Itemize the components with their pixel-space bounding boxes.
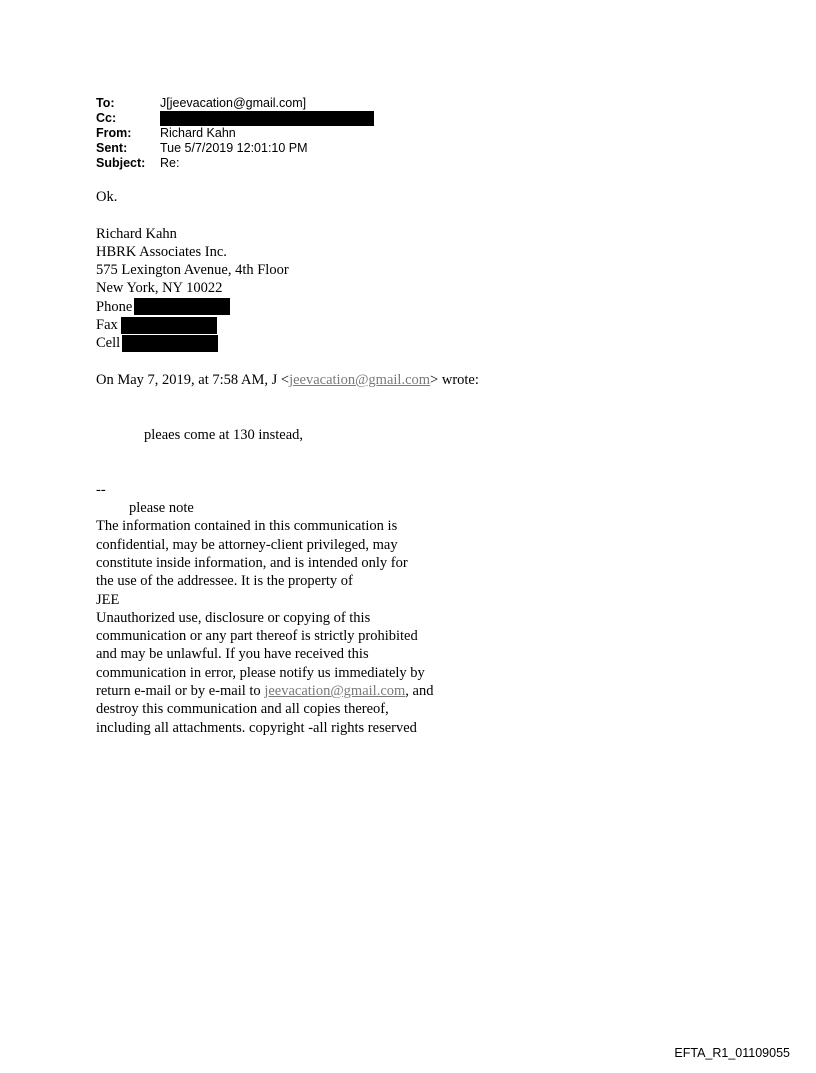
signature-company: HBRK Associates Inc. [96,243,227,260]
disclaimer-line: The information contained in this communication is [96,518,398,535]
quote-intro-suffix: > wrote: [430,371,479,388]
disclaimer-line: constitute inside information, and is intended only for [96,554,408,571]
document-id: EFTA_R1_01109055 [674,1046,790,1060]
signature-block [96,225,736,353]
signature-cell-line [96,334,736,352]
quote-intro [96,371,736,389]
disclaimer-link-suffix: , and [405,683,434,700]
cc-label: Cc: [96,111,117,125]
subject-row [96,156,374,171]
disclaimer-line: Unauthorized use, disclosure or copying of this [96,609,371,626]
disclaimer-email-link[interactable]: jeevacation@gmail.com [264,683,406,700]
sent-value: Tue 5/7/2019 12:01:10 PM [160,141,308,155]
signature-phone-line [96,298,736,316]
disclaimer-line: and may be unlawful. If you have received this [96,646,369,663]
sent-row [96,141,374,156]
disclaimer-line: communication in error, please notify us immediately by [96,664,425,681]
signature-address-line-2: New York, NY 10022 [96,280,223,297]
disclaimer-link-prefix: return e-mail or by e-mail to [96,683,265,700]
signature-separator: -- [96,481,106,498]
cell-redaction [122,335,218,352]
signature-name: Richard Kahn [96,225,177,242]
signature-address-line-1: 575 Lexington Avenue, 4th Floor [96,262,289,279]
from-label: From: [96,126,132,140]
cc-redaction [160,111,374,126]
disclaimer-line: the use of the addressee. It is the property of [96,573,353,590]
fax-label: Fax [96,317,118,334]
disclaimer-block [96,517,736,737]
disclaimer-line: JEE [96,591,120,608]
disclaimer-line: destroy this communication and all copies thereof, [96,701,389,718]
phone-redaction [134,298,230,315]
cc-row [96,111,374,126]
quote-intro-prefix: On May 7, 2019, at 7:58 AM, J < [96,371,290,388]
fax-redaction [121,317,217,334]
subject-label: Subject: [96,156,146,170]
subject-value: Re: [160,156,180,170]
from-value: Richard Kahn [160,126,236,140]
sent-label: Sent: [96,141,128,155]
to-row [96,96,374,111]
quoted-message: pleaes come at 130 instead, [144,426,304,443]
to-label: To: [96,96,115,110]
please-note: please note [129,500,194,517]
reply-text: Ok. [96,189,118,205]
email-body [96,188,736,737]
disclaimer-link-line [96,682,736,700]
cell-label: Cell [96,335,121,352]
disclaimer-line: communication or any part thereof is strictly prohibited [96,628,418,645]
email-header [96,96,374,171]
signature-fax-line [96,316,736,334]
quote-intro-email-link[interactable]: jeevacation@gmail.com [289,371,431,388]
phone-label: Phone [96,298,133,315]
disclaimer-line: confidential, may be attorney-client privileged, may [96,536,398,553]
disclaimer-line: including all attachments. copyright -all rights reserved [96,719,417,736]
from-row [96,126,374,141]
to-value: J[jeevacation@gmail.com] [160,96,307,110]
